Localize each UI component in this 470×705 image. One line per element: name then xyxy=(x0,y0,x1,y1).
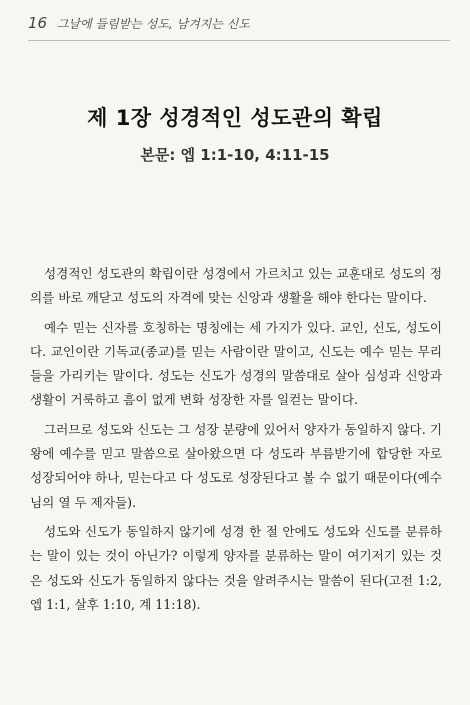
chapter-title: 제 1장 성경적인 성도관의 확립 xyxy=(87,106,383,130)
running-title: 그날에 들림받는 성도, 남겨지는 신도 xyxy=(56,17,250,31)
paragraph: 성경적인 성도관의 확립이란 성경에서 가르치고 있는 교훈대로 성도의 정의를 바로 깨닫고 성도의 자격에 맞는 신앙과 생활을 해야 한다는 말이다. xyxy=(30,266,442,306)
paragraph: 예수 믿는 신자를 호칭하는 명칭에는 세 가지가 있다. 교인, 신도, 성도이다. 교인이란 기독교(종교)를 믿는 사람이란 말이고, 신도는 예수 믿는 무리들을 가리키는 말이다. 성도는 신도가 성경의 말씀대로 살아 심성과 신앙과 생활이 거룩하고 흠이 없게 변화 성장한 자를 일컫는 말이다. xyxy=(30,319,442,408)
page-number: 16 xyxy=(28,14,48,32)
header-divider xyxy=(28,40,450,41)
running-header xyxy=(28,14,250,32)
chapter-subtitle: 본문: 엡 1:1-10, 4:11-15 xyxy=(140,146,330,164)
body-text xyxy=(30,262,442,622)
paragraph: 그러므로 성도와 신도는 그 성장 분량에 있어서 양자가 동일하지 않다. 기왕에 예수를 믿고 말씀으로 살아왔으면 다 성도라 부름받기에 합당한 자로 성장되어야 하나, 믿는다고 다 성도로 성장된다고 볼 수 없기 때문이다(예수님의 열 두 제자들). xyxy=(30,421,442,510)
paragraph: 성도와 신도가 동일하지 않기에 성경 한 절 안에도 성도와 신도를 분류하는 말이 있는 것이 아닌가? 이렇게 양자를 분류하는 말이 여기저기 있는 것은 성도와 신도가 동일하지 않다는 것을 알려주시는 말씀이 된다(고전 1:2, 엡 1:1, 살후 1:10, 계 11:18). xyxy=(30,523,442,612)
